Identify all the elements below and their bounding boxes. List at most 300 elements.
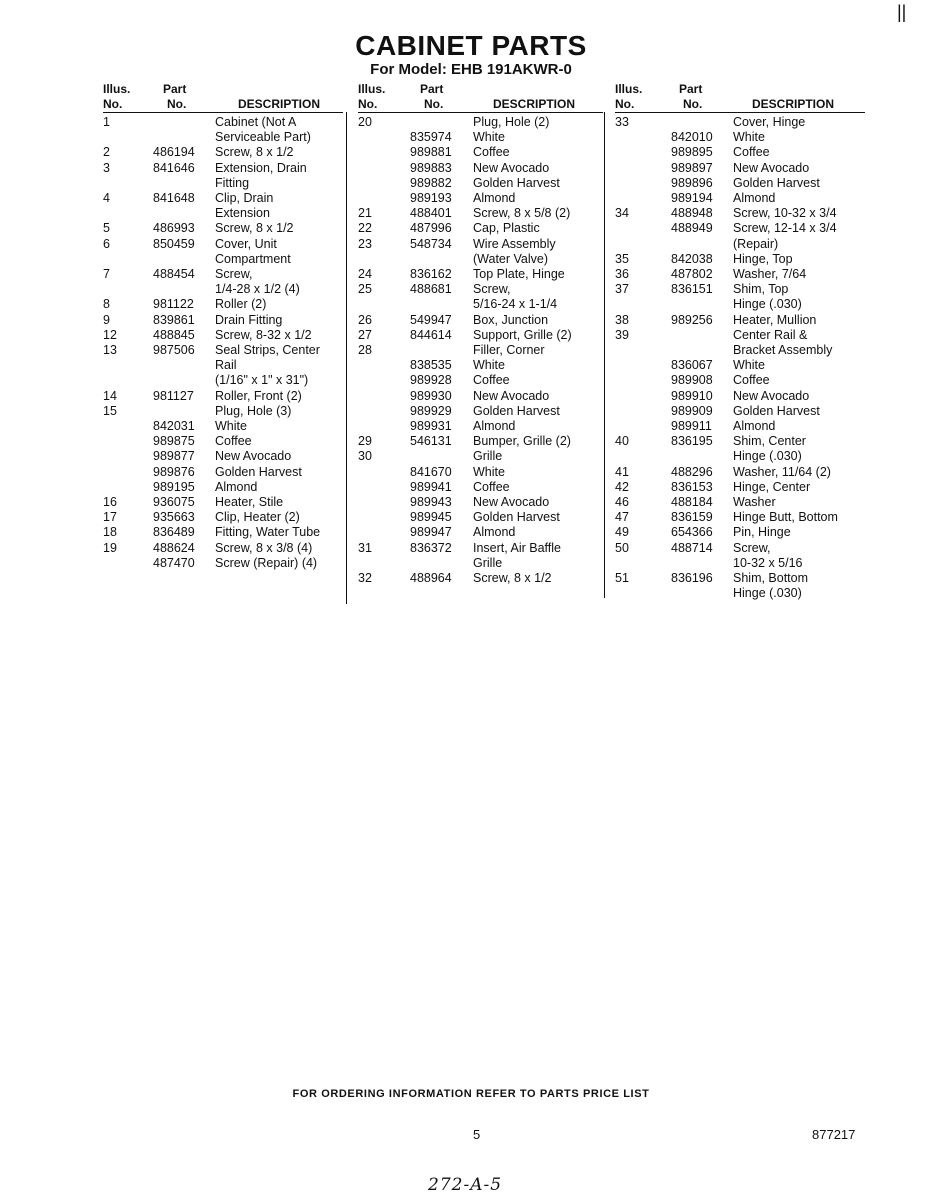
part-number: 841670 bbox=[410, 464, 452, 479]
description-line: Shim, Bottom bbox=[733, 571, 809, 586]
part-description bbox=[215, 404, 343, 419]
illus-number: 49 bbox=[615, 525, 629, 540]
description-line: 1/4-28 x 1/2 (4) bbox=[215, 282, 300, 297]
part-description bbox=[215, 221, 343, 236]
part-description bbox=[733, 389, 865, 404]
part-description bbox=[733, 434, 865, 464]
part-number: 989896 bbox=[671, 175, 713, 190]
description-line: Almond bbox=[473, 525, 516, 540]
parts-row bbox=[103, 221, 343, 236]
part-description bbox=[473, 161, 603, 176]
part-header: Part No. bbox=[679, 82, 703, 111]
part-description bbox=[215, 449, 343, 464]
description-line: Cover, Unit bbox=[215, 236, 277, 251]
parts-row bbox=[358, 480, 603, 495]
illus-number: 28 bbox=[358, 343, 372, 358]
parts-column-2 bbox=[358, 80, 603, 586]
part-description bbox=[215, 434, 343, 449]
parts-row bbox=[358, 434, 603, 449]
column-header bbox=[358, 80, 603, 113]
parts-row bbox=[358, 419, 603, 434]
illus-number: 4 bbox=[103, 191, 110, 206]
parts-list bbox=[358, 113, 603, 586]
part-number: 549947 bbox=[410, 312, 452, 327]
part-description bbox=[473, 404, 603, 419]
illus-number: 19 bbox=[103, 540, 117, 555]
description-line: Almond bbox=[473, 191, 516, 206]
parts-row bbox=[103, 191, 343, 221]
illus-number: 8 bbox=[103, 297, 110, 312]
description-line: Screw, bbox=[473, 282, 511, 297]
description-line: Wire Assembly bbox=[473, 236, 556, 251]
parts-row bbox=[103, 313, 343, 328]
description-line: Golden Harvest bbox=[473, 403, 560, 418]
part-number: 989929 bbox=[410, 403, 452, 418]
parts-list bbox=[615, 113, 865, 602]
part-number: 841646 bbox=[153, 160, 195, 175]
parts-row bbox=[358, 161, 603, 176]
part-number: 488296 bbox=[671, 464, 713, 479]
part-number: 989910 bbox=[671, 388, 713, 403]
part-number: 989881 bbox=[410, 145, 452, 160]
description-line: Almond bbox=[733, 419, 776, 434]
description-line: Screw, 8 x 5/8 (2) bbox=[473, 206, 571, 221]
description-line: Plug, Hole (2) bbox=[473, 115, 550, 129]
parts-row bbox=[103, 434, 343, 449]
part-number: 488401 bbox=[410, 206, 452, 221]
description-line: Grille bbox=[473, 449, 503, 464]
page-title: CABINET PARTS bbox=[355, 30, 587, 61]
part-number: 488714 bbox=[671, 540, 713, 555]
part-description bbox=[473, 237, 603, 267]
description-line: New Avocado bbox=[473, 495, 550, 510]
parts-row bbox=[615, 328, 865, 358]
part-description bbox=[733, 510, 865, 525]
parts-row bbox=[358, 130, 603, 145]
description-header: DESCRIPTION bbox=[493, 97, 576, 111]
part-number: 989876 bbox=[153, 464, 195, 479]
parts-row bbox=[358, 541, 603, 571]
description-line: Coffee bbox=[215, 434, 252, 449]
part-number: 487470 bbox=[153, 555, 195, 570]
description-line: White bbox=[733, 130, 765, 145]
description-line: Golden Harvest bbox=[215, 464, 302, 479]
part-number: 839861 bbox=[153, 312, 195, 327]
description-line: Hinge (.030) bbox=[733, 449, 802, 464]
parts-row bbox=[358, 510, 603, 525]
parts-row bbox=[103, 495, 343, 510]
description-line: Drain Fitting bbox=[215, 312, 283, 327]
part-description bbox=[473, 328, 603, 343]
description-line: Coffee bbox=[473, 145, 510, 160]
illus-number: 26 bbox=[358, 312, 372, 327]
parts-row bbox=[615, 145, 865, 160]
parts-row bbox=[358, 358, 603, 373]
parts-row bbox=[615, 313, 865, 328]
part-number: 989193 bbox=[410, 191, 452, 206]
part-number: 488624 bbox=[153, 540, 195, 555]
part-description bbox=[733, 252, 865, 267]
description-line: Support, Grille (2) bbox=[473, 327, 572, 342]
description-line: Almond bbox=[473, 419, 516, 434]
part-number: 486993 bbox=[153, 221, 195, 236]
illus-number: 30 bbox=[358, 449, 372, 464]
illus-number: 21 bbox=[358, 206, 372, 221]
part-description bbox=[473, 313, 603, 328]
part-number: 841648 bbox=[153, 191, 195, 206]
part-description bbox=[215, 480, 343, 495]
part-number: 842038 bbox=[671, 251, 713, 266]
parts-row bbox=[358, 206, 603, 221]
description-line: Heater, Stile bbox=[215, 495, 284, 510]
part-description bbox=[215, 237, 343, 267]
part-description bbox=[215, 556, 343, 571]
description-line: Pin, Hinge bbox=[733, 525, 791, 540]
illus-header: Illus. No. bbox=[103, 82, 131, 111]
parts-row bbox=[358, 267, 603, 282]
part-number: 836067 bbox=[671, 358, 713, 373]
parts-row bbox=[615, 510, 865, 525]
corner-mark: || bbox=[897, 2, 907, 22]
part-description bbox=[473, 525, 603, 540]
description-line: Box, Junction bbox=[473, 312, 549, 327]
illus-number: 33 bbox=[615, 115, 629, 129]
parts-row bbox=[615, 191, 865, 206]
part-description bbox=[473, 434, 603, 449]
part-description bbox=[215, 541, 343, 556]
part-number: 836151 bbox=[671, 282, 713, 297]
part-number: 546131 bbox=[410, 434, 452, 449]
description-line: White bbox=[733, 358, 765, 373]
description-line: (Repair) bbox=[733, 236, 779, 251]
part-description bbox=[733, 328, 865, 358]
part-description bbox=[733, 541, 865, 571]
illus-number: 16 bbox=[103, 495, 117, 510]
part-description bbox=[215, 328, 343, 343]
part-number: 488949 bbox=[671, 221, 713, 236]
parts-row bbox=[103, 541, 343, 556]
description-line: Coffee bbox=[733, 145, 770, 160]
part-description bbox=[215, 161, 343, 191]
part-number: 989877 bbox=[153, 449, 195, 464]
part-number: 989941 bbox=[410, 479, 452, 494]
part-description bbox=[473, 449, 603, 464]
part-number: 836162 bbox=[410, 267, 452, 282]
part-number: 989931 bbox=[410, 419, 452, 434]
part-number: 836196 bbox=[671, 571, 713, 586]
description-line: Screw, bbox=[215, 267, 253, 282]
parts-row bbox=[358, 389, 603, 404]
part-number: 936075 bbox=[153, 495, 195, 510]
part-number: 488454 bbox=[153, 267, 195, 282]
column-header bbox=[103, 80, 343, 113]
description-line: Center Rail & bbox=[733, 327, 808, 342]
description-line: Bracket Assembly bbox=[733, 343, 833, 358]
part-number: 987506 bbox=[153, 343, 195, 358]
part-description bbox=[473, 465, 603, 480]
parts-row bbox=[615, 373, 865, 388]
parts-row bbox=[358, 571, 603, 586]
illus-number: 20 bbox=[358, 115, 372, 129]
part-description bbox=[215, 495, 343, 510]
part-number: 989943 bbox=[410, 495, 452, 510]
part-description bbox=[473, 480, 603, 495]
parts-row bbox=[358, 115, 603, 130]
part-description bbox=[215, 525, 343, 540]
part-description bbox=[733, 571, 865, 601]
part-description bbox=[215, 510, 343, 525]
handwritten-note: 272-A-5 bbox=[428, 1175, 503, 1195]
parts-row bbox=[358, 465, 603, 480]
part-number: 989928 bbox=[410, 373, 452, 388]
parts-row bbox=[103, 480, 343, 495]
parts-row bbox=[615, 525, 865, 540]
description-line: Bumper, Grille (2) bbox=[473, 434, 571, 449]
parts-row bbox=[358, 525, 603, 540]
illus-number: 22 bbox=[358, 221, 372, 236]
part-number: 844614 bbox=[410, 327, 452, 342]
description-line: Clip, Heater (2) bbox=[215, 510, 300, 525]
description-line: Extension bbox=[215, 206, 270, 221]
part-description bbox=[473, 191, 603, 206]
part-description bbox=[733, 480, 865, 495]
parts-row bbox=[103, 510, 343, 525]
description-line: (Water Valve) bbox=[473, 251, 549, 266]
part-description bbox=[473, 419, 603, 434]
part-description bbox=[733, 282, 865, 312]
parts-column-1 bbox=[103, 80, 343, 571]
part-description bbox=[733, 419, 865, 434]
description-line: Roller, Front (2) bbox=[215, 388, 302, 403]
parts-row bbox=[358, 176, 603, 191]
part-description bbox=[473, 373, 603, 388]
description-line: Coffee bbox=[733, 373, 770, 388]
description-line: Extension, Drain bbox=[215, 160, 307, 175]
description-line: New Avocado bbox=[733, 388, 810, 403]
part-number: 487996 bbox=[410, 221, 452, 236]
part-description bbox=[473, 145, 603, 160]
illus-number: 13 bbox=[103, 343, 117, 358]
description-line: Hinge (.030) bbox=[733, 586, 802, 601]
description-line: Hinge (.030) bbox=[733, 297, 802, 312]
part-number: 989194 bbox=[671, 191, 713, 206]
part-number: 989945 bbox=[410, 510, 452, 525]
part-description bbox=[473, 343, 603, 358]
parts-row bbox=[615, 571, 865, 601]
illus-number: 51 bbox=[615, 571, 629, 586]
parts-row bbox=[358, 449, 603, 464]
part-number: 989909 bbox=[671, 403, 713, 418]
part-description bbox=[733, 525, 865, 540]
parts-row bbox=[615, 389, 865, 404]
illus-number: 42 bbox=[615, 479, 629, 494]
part-description bbox=[473, 221, 603, 236]
illus-number: 24 bbox=[358, 267, 372, 282]
illus-number: 15 bbox=[103, 403, 117, 418]
description-line: Shim, Center bbox=[733, 434, 806, 449]
illus-header: Illus. No. bbox=[615, 82, 643, 111]
description-line: Serviceable Part) bbox=[215, 130, 311, 145]
description-line: Cap, Plastic bbox=[473, 221, 540, 236]
part-number: 488681 bbox=[410, 282, 452, 297]
description-line: Grille bbox=[473, 555, 503, 570]
description-line: Screw, 12-14 x 3/4 bbox=[733, 221, 837, 236]
description-line: Heater, Mullion bbox=[733, 312, 817, 327]
parts-row bbox=[615, 161, 865, 176]
parts-row bbox=[103, 343, 343, 389]
part-description bbox=[215, 115, 343, 145]
part-description bbox=[473, 176, 603, 191]
description-line: Golden Harvest bbox=[473, 510, 560, 525]
part-description bbox=[733, 115, 865, 130]
part-description bbox=[215, 389, 343, 404]
illus-number: 17 bbox=[103, 510, 117, 525]
part-description bbox=[473, 267, 603, 282]
illus-number: 5 bbox=[103, 221, 110, 236]
part-description bbox=[733, 130, 865, 145]
parts-row bbox=[615, 221, 865, 251]
description-line: White bbox=[473, 464, 505, 479]
description-line: Filler, Corner bbox=[473, 343, 545, 358]
part-number: 981122 bbox=[153, 297, 194, 312]
parts-row bbox=[615, 358, 865, 373]
parts-row bbox=[615, 282, 865, 312]
illus-number: 50 bbox=[615, 540, 629, 555]
part-description bbox=[733, 221, 865, 251]
illus-number: 37 bbox=[615, 282, 629, 297]
parts-row bbox=[615, 130, 865, 145]
part-description bbox=[733, 358, 865, 373]
parts-row bbox=[103, 297, 343, 312]
parts-row bbox=[103, 237, 343, 267]
parts-row bbox=[103, 115, 343, 145]
part-number: 935663 bbox=[153, 510, 195, 525]
part-number: 838535 bbox=[410, 358, 452, 373]
part-description bbox=[733, 176, 865, 191]
parts-list bbox=[103, 113, 343, 571]
parts-row bbox=[615, 465, 865, 480]
description-line: White bbox=[473, 358, 505, 373]
part-header: Part No. bbox=[163, 82, 187, 111]
description-line: Screw, 8 x 1/2 bbox=[473, 571, 552, 586]
part-description bbox=[215, 313, 343, 328]
illus-number: 25 bbox=[358, 282, 372, 297]
parts-row bbox=[103, 419, 343, 434]
parts-row bbox=[615, 495, 865, 510]
parts-row bbox=[358, 145, 603, 160]
part-number: 989875 bbox=[153, 434, 195, 449]
part-description bbox=[473, 571, 603, 586]
description-header: DESCRIPTION bbox=[752, 97, 835, 111]
part-description bbox=[215, 343, 343, 389]
part-number: 989930 bbox=[410, 388, 452, 403]
description-line: New Avocado bbox=[733, 160, 810, 175]
parts-row bbox=[358, 373, 603, 388]
parts-row bbox=[615, 206, 865, 221]
part-number: 486194 bbox=[153, 145, 195, 160]
description-line: New Avocado bbox=[473, 388, 550, 403]
part-description bbox=[473, 541, 603, 571]
part-number: 836372 bbox=[410, 540, 452, 555]
part-description bbox=[733, 373, 865, 388]
part-number: 488184 bbox=[671, 495, 713, 510]
part-description bbox=[473, 282, 603, 312]
ordering-note: FOR ORDERING INFORMATION REFER TO PARTS PRICE LIST bbox=[292, 1088, 650, 1100]
description-line: 10-32 x 5/16 bbox=[733, 555, 803, 570]
parts-row bbox=[358, 282, 603, 312]
part-number: 836489 bbox=[153, 525, 195, 540]
parts-row bbox=[103, 465, 343, 480]
description-line: Compartment bbox=[215, 251, 291, 266]
parts-row bbox=[103, 556, 343, 571]
description-line: Washer, 7/64 bbox=[733, 267, 807, 282]
description-line: Cabinet (Not A bbox=[215, 115, 297, 129]
parts-row bbox=[615, 267, 865, 282]
column-divider bbox=[346, 112, 347, 604]
description-line: Clip, Drain bbox=[215, 191, 274, 206]
part-number: 836153 bbox=[671, 479, 713, 494]
part-number: 842010 bbox=[671, 130, 713, 145]
model-subtitle: For Model: EHB 191AKWR-0 bbox=[370, 61, 572, 78]
part-number: 981127 bbox=[153, 388, 194, 403]
illus-number: 39 bbox=[615, 327, 629, 342]
description-line: Shim, Top bbox=[733, 282, 789, 297]
part-number: 842031 bbox=[153, 419, 195, 434]
description-line: Golden Harvest bbox=[473, 175, 560, 190]
part-description bbox=[733, 267, 865, 282]
description-line: Washer, 11/64 (2) bbox=[733, 464, 831, 479]
part-number: 989895 bbox=[671, 145, 713, 160]
parts-row bbox=[358, 237, 603, 267]
description-line: (1/16" x 1" x 31") bbox=[215, 373, 309, 388]
description-line: Screw, 10-32 x 3/4 bbox=[733, 206, 837, 221]
part-number: 989897 bbox=[671, 160, 713, 175]
part-description bbox=[733, 145, 865, 160]
illus-number: 7 bbox=[103, 267, 110, 282]
part-number: 989883 bbox=[410, 160, 452, 175]
part-description bbox=[215, 191, 343, 221]
part-header: Part No. bbox=[420, 82, 444, 111]
part-description bbox=[733, 404, 865, 419]
description-line: Hinge, Center bbox=[733, 479, 811, 494]
description-line: 5/16-24 x 1-1/4 bbox=[473, 297, 558, 312]
description-line: Hinge Butt, Bottom bbox=[733, 510, 838, 525]
parts-row bbox=[615, 404, 865, 419]
part-number: 835974 bbox=[410, 130, 452, 145]
parts-row bbox=[103, 449, 343, 464]
description-line: White bbox=[215, 419, 247, 434]
part-number: 836159 bbox=[671, 510, 713, 525]
description-line: Rail bbox=[215, 358, 237, 373]
part-description bbox=[473, 130, 603, 145]
part-description bbox=[473, 495, 603, 510]
description-line: Coffee bbox=[473, 479, 510, 494]
part-number: 836195 bbox=[671, 434, 713, 449]
illus-number: 23 bbox=[358, 236, 372, 251]
parts-column-3 bbox=[615, 80, 865, 602]
parts-row bbox=[358, 328, 603, 343]
part-number: 487802 bbox=[671, 267, 713, 282]
description-line: Plug, Hole (3) bbox=[215, 403, 292, 418]
parts-row bbox=[103, 161, 343, 191]
illus-number: 32 bbox=[358, 571, 372, 586]
parts-row bbox=[615, 419, 865, 434]
page-number: 5 bbox=[473, 1127, 481, 1142]
description-line: Screw (Repair) (4) bbox=[215, 555, 318, 570]
parts-row bbox=[358, 404, 603, 419]
part-number: 488964 bbox=[410, 571, 452, 586]
description-line: Washer bbox=[733, 495, 776, 510]
